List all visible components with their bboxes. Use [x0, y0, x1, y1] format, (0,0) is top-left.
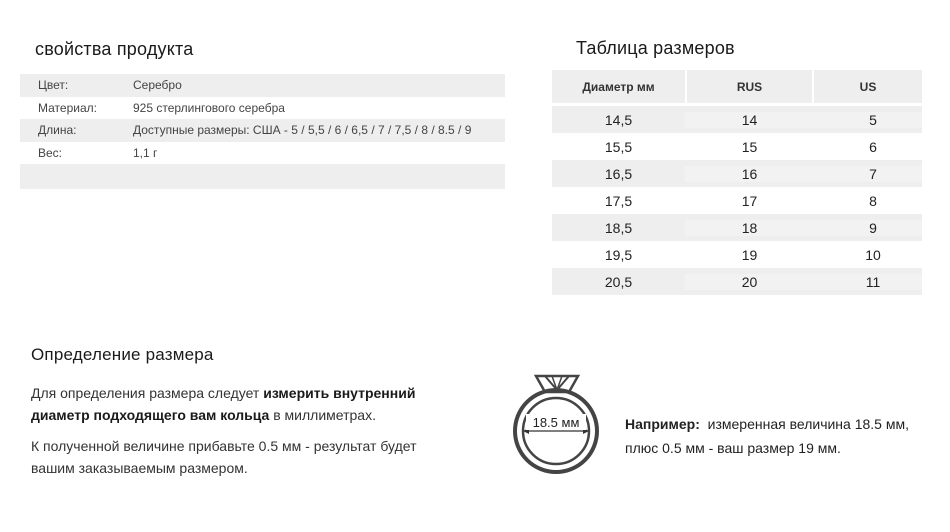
cell-diameter: 15,5: [604, 138, 633, 155]
property-value: 1,1 г: [133, 145, 158, 160]
cell-rus: 19: [741, 246, 758, 263]
example-text: [625, 412, 945, 460]
cell-diameter: 14,5: [552, 112, 685, 128]
size-row: [552, 187, 922, 214]
product-properties-table: [20, 74, 505, 189]
cell-rus: 15: [741, 138, 758, 155]
cell-diameter: 17,5: [604, 192, 633, 209]
cell-diameter: 20,5: [552, 274, 685, 290]
header-rus: RUS: [687, 70, 812, 103]
property-value: Серебро: [133, 78, 182, 93]
cell-us: 11: [812, 274, 922, 290]
header-us: US: [814, 70, 922, 103]
header-diameter: Диаметр мм: [552, 70, 685, 103]
method-paragraph-1: [31, 382, 471, 426]
property-key: Вес:: [38, 145, 63, 160]
property-key: Длина:: [38, 123, 77, 138]
size-chart-table: [552, 70, 922, 295]
ring-diameter-label: 18.5 мм: [532, 415, 580, 430]
method-paragraph-2: К полученной величине прибавьте 0.5 мм - результат будет вашим заказываемым размером.: [31, 438, 417, 476]
cell-rus: 20: [685, 274, 812, 290]
ring-icon: [512, 368, 612, 478]
example-line-1: [625, 412, 945, 436]
method-emphasis: измерить внутренний диаметр подходящего вам кольца: [31, 385, 416, 423]
cell-us: 9: [812, 220, 922, 236]
product-properties-title: свойства продукта: [35, 39, 194, 59]
size-chart-header: [552, 70, 922, 103]
ring-diagram: [512, 368, 612, 478]
cell-us: 5: [812, 112, 922, 128]
property-key: Цвет:: [38, 78, 69, 93]
cell-us: 8: [869, 192, 877, 209]
cell-us: 10: [865, 246, 881, 263]
size-row: [552, 241, 922, 268]
cell-diameter: 16,5: [552, 166, 685, 182]
property-value: Доступные размеры: США - 5 / 5,5 / 6 / 6,5 / 7 / 7,5 / 8 / 8.5 / 9: [133, 123, 472, 138]
property-value: 925 стерлингового серебра: [133, 100, 285, 115]
example-line-2: плюс 0.5 мм - ваш размер 19 мм.: [625, 440, 841, 456]
cell-diameter: 18,5: [552, 220, 685, 236]
size-row: [552, 160, 922, 187]
method-text-end: в миллиметрах.: [269, 407, 376, 423]
property-row-color: [20, 74, 505, 97]
cell-rus: 16: [685, 166, 812, 182]
cell-us: 6: [869, 138, 877, 155]
cell-rus: 17: [741, 192, 758, 209]
property-row-empty: [20, 164, 505, 189]
size-row: [552, 133, 922, 160]
cell-us: 7: [812, 166, 922, 182]
property-row-length: [20, 119, 505, 142]
cell-rus: 18: [685, 220, 812, 236]
property-row-material: [20, 97, 505, 120]
size-row: [552, 214, 922, 241]
cell-rus: 14: [685, 112, 812, 128]
size-chart-title: Таблица размеров: [576, 38, 735, 58]
example-lead: Например:: [625, 416, 700, 432]
size-row: [552, 268, 922, 295]
property-key: Материал:: [38, 100, 97, 115]
method-text: Для определения размера следует: [31, 385, 264, 401]
property-row-weight: [20, 142, 505, 165]
size-method-title: Определение размера: [31, 345, 214, 364]
size-chart-body: [552, 106, 922, 295]
cell-diameter: 19,5: [604, 246, 633, 263]
example-text-1: измеренная величина 18.5 мм,: [699, 416, 909, 432]
size-row: [552, 106, 922, 133]
